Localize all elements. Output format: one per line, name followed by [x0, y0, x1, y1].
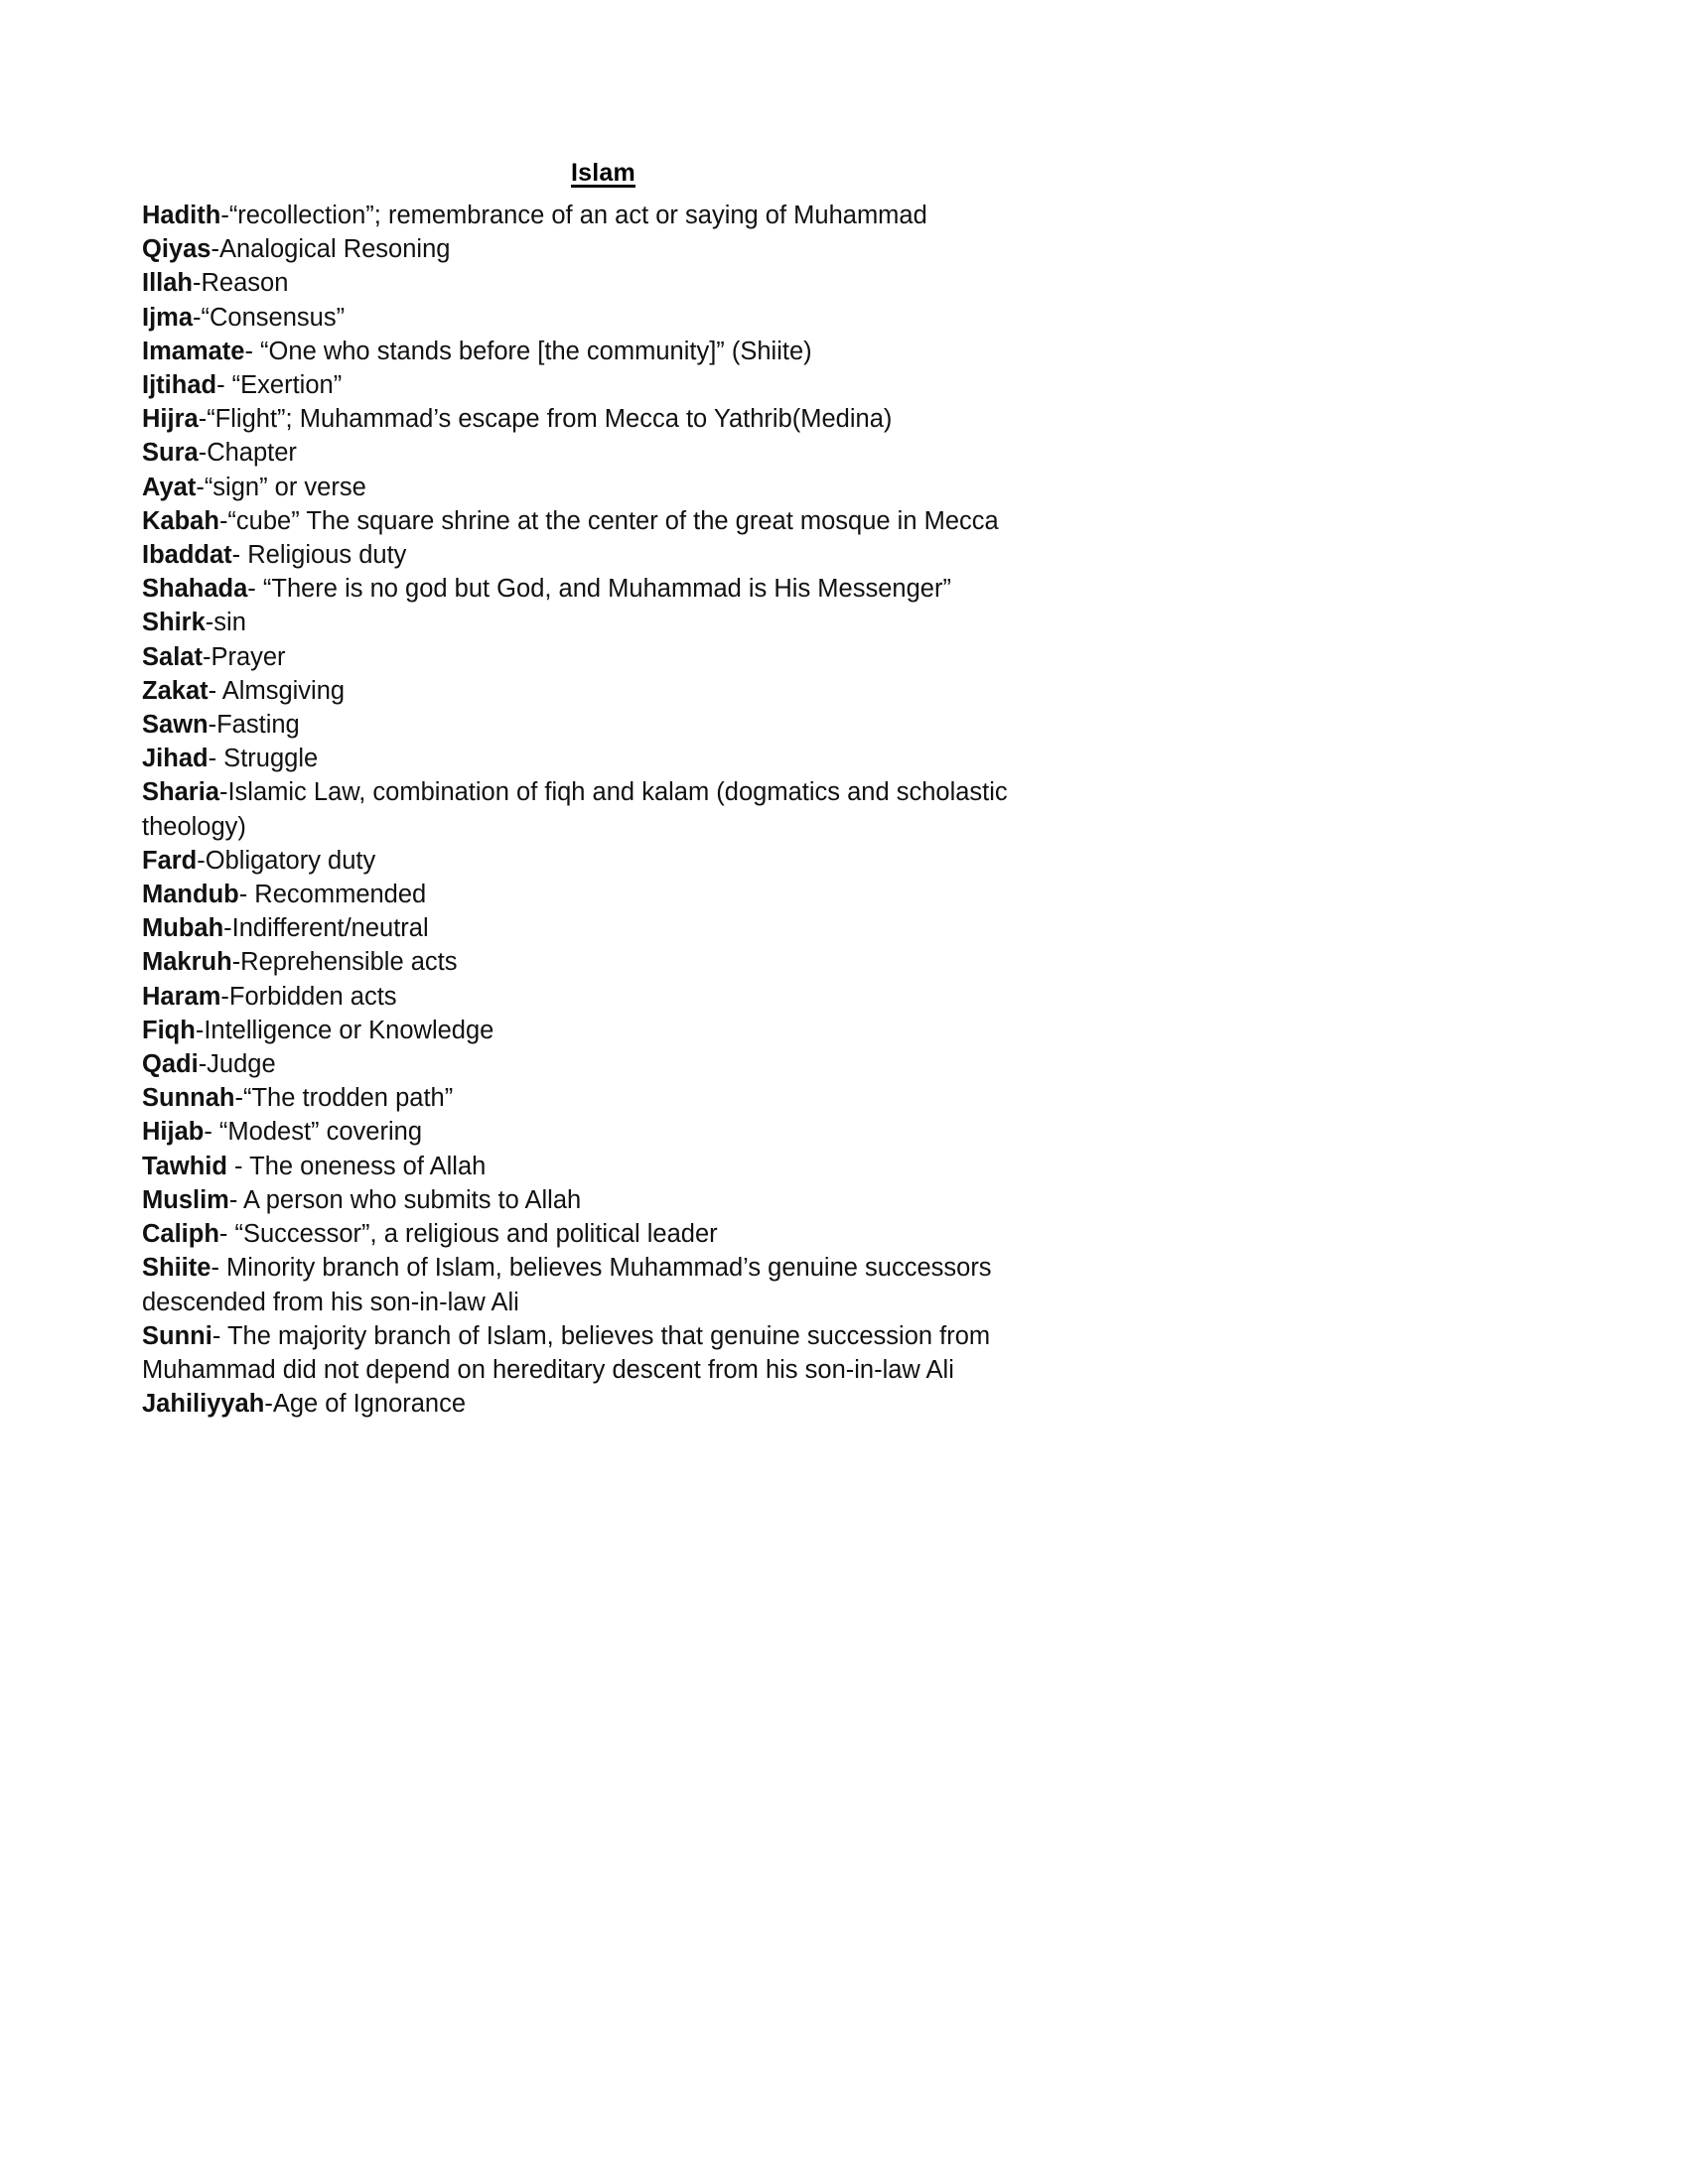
glossary-definition: -Islamic Law, combination of fiqh and kalam (dogmatics and scholastic theology) — [142, 778, 1008, 841]
glossary-definition: - “Modest” covering — [204, 1118, 422, 1147]
glossary-entry — [142, 844, 1016, 878]
glossary-term: Jihad — [142, 745, 209, 773]
glossary-entry — [142, 1150, 1016, 1183]
glossary-definition: -Reason — [193, 269, 289, 298]
glossary-definition: - Struggle — [208, 745, 319, 773]
glossary-entry — [142, 945, 1016, 979]
glossary-entry — [142, 1183, 1016, 1217]
glossary-entry — [142, 1081, 1016, 1115]
glossary-term: Mubah — [142, 914, 224, 943]
glossary-definition: - The majority branch of Islam, believes that genuine succession from Muhammad did not depend on hereditary descent from his son-in-law Ali — [142, 1321, 991, 1384]
glossary-entry — [142, 1251, 1016, 1318]
glossary-definition: - Almsgiving — [208, 676, 346, 705]
glossary-term: Hijra — [142, 405, 199, 434]
glossary-entry — [142, 1319, 1016, 1387]
glossary-definition: -Chapter — [198, 439, 297, 468]
glossary-term: Fard — [142, 846, 198, 875]
page-title-text: Islam — [571, 158, 635, 187]
glossary-entry — [142, 1047, 1016, 1081]
glossary-term: Sunnah — [142, 1084, 235, 1113]
glossary-term: Ijtihad — [142, 371, 217, 400]
glossary-definition: - “Successor”, a religious and political leader — [218, 1220, 718, 1249]
glossary-term: Mandub — [142, 881, 239, 909]
glossary-entry — [142, 199, 1016, 232]
glossary-entry — [142, 674, 1016, 708]
glossary-definition: -Forbidden acts — [220, 982, 397, 1011]
glossary-entry — [142, 980, 1016, 1014]
glossary-entry — [142, 1115, 1016, 1149]
glossary-term: Qadi — [142, 1050, 199, 1079]
glossary-entry — [142, 606, 1016, 639]
glossary-entry — [142, 742, 1016, 775]
glossary-entry — [142, 878, 1016, 911]
glossary-definition: - A person who submits to Allah — [228, 1185, 582, 1214]
glossary-definition: -Intelligence or Knowledge — [195, 1016, 494, 1044]
glossary-term: Zakat — [142, 676, 209, 705]
glossary-term: Caliph — [142, 1220, 219, 1249]
glossary-entry — [142, 1014, 1016, 1047]
glossary-list — [142, 199, 1016, 1421]
glossary-term: Makruh — [142, 948, 232, 977]
glossary-entry — [142, 402, 1016, 436]
glossary-definition: -“Flight”; Muhammad’s escape from Mecca to Yathrib(Medina) — [198, 405, 893, 434]
glossary-definition: - Minority branch of Islam, believes Muhammad’s genuine successors descended from his son-in-law Ali — [142, 1254, 992, 1316]
glossary-term: Hadith — [142, 202, 221, 229]
glossary-definition: -Fasting — [208, 711, 300, 740]
glossary-entry — [142, 504, 1016, 538]
glossary-term: Shiite — [142, 1254, 211, 1283]
glossary-definition: - “One who stands before [the community]” (Shiite) — [244, 337, 812, 365]
glossary-term: Kabah — [142, 506, 219, 535]
glossary-entry — [142, 572, 1016, 606]
glossary-entry — [142, 232, 1016, 266]
glossary-term: Sharia — [142, 778, 219, 807]
glossary-term: Shirk — [142, 609, 206, 637]
glossary-definition: -“cube” The square shrine at the center of the great mosque in Mecca — [218, 506, 999, 535]
glossary-entry — [142, 471, 1016, 504]
glossary-definition: -Prayer — [202, 642, 286, 671]
glossary-term: Salat — [142, 642, 203, 671]
glossary-term: Haram — [142, 982, 221, 1011]
glossary-term: Ibaddat — [142, 541, 232, 570]
glossary-definition: -“recollection”; remembrance of an act or saying of Muhammad — [220, 202, 927, 229]
glossary-definition: - Religious duty — [231, 541, 407, 570]
glossary-definition: -“Consensus” — [193, 303, 346, 332]
glossary-term: Hijab — [142, 1118, 205, 1147]
glossary-term: Qiyas — [142, 235, 211, 264]
glossary-entry — [142, 708, 1016, 742]
glossary-term: Fiqh — [142, 1016, 196, 1044]
glossary-term: Jahiliyyah — [142, 1390, 265, 1419]
glossary-term: Illah — [142, 269, 194, 298]
glossary-entry — [142, 266, 1016, 300]
glossary-entry — [142, 911, 1016, 945]
glossary-term: Tawhid — [142, 1152, 227, 1180]
glossary-term: Ijma — [142, 303, 194, 332]
glossary-term: Shahada — [142, 575, 248, 604]
glossary-definition: -Judge — [198, 1050, 276, 1079]
glossary-entry — [142, 1387, 1016, 1421]
glossary-entry — [142, 335, 1016, 368]
glossary-term: Sura — [142, 439, 199, 468]
glossary-entry — [142, 640, 1016, 674]
glossary-entry — [142, 775, 1016, 843]
glossary-definition: - “There is no god but God, and Muhammad is His Messenger” — [247, 575, 951, 604]
glossary-definition: -“sign” or verse — [196, 473, 366, 501]
glossary-definition: -Analogical Resoning — [211, 235, 451, 264]
glossary-definition: -Age of Ignorance — [264, 1390, 467, 1419]
glossary-term: Sunni — [142, 1321, 212, 1350]
glossary-entry — [142, 538, 1016, 572]
glossary-term: Muslim — [142, 1185, 229, 1214]
glossary-definition: -Reprehensible acts — [231, 948, 458, 977]
glossary-definition: -“The trodden path” — [234, 1084, 454, 1113]
glossary-entry — [142, 436, 1016, 470]
glossary-definition: - “Exertion” — [216, 371, 343, 400]
page-title — [0, 159, 1206, 188]
glossary-term: Sawn — [142, 711, 209, 740]
glossary-definition: - Recommended — [238, 881, 427, 909]
glossary-entry — [142, 1217, 1016, 1251]
glossary-entry — [142, 301, 1016, 335]
page-bottom-margin — [0, 2005, 1206, 2184]
glossary-definition: -sin — [205, 609, 246, 637]
glossary-term: Imamate — [142, 337, 245, 365]
glossary-term: Ayat — [142, 473, 197, 501]
glossary-definition: -Indifferent/neutral — [223, 914, 429, 943]
glossary-definition: -Obligatory duty — [197, 846, 376, 875]
glossary-definition: - The oneness of Allah — [226, 1152, 487, 1180]
glossary-entry — [142, 368, 1016, 402]
